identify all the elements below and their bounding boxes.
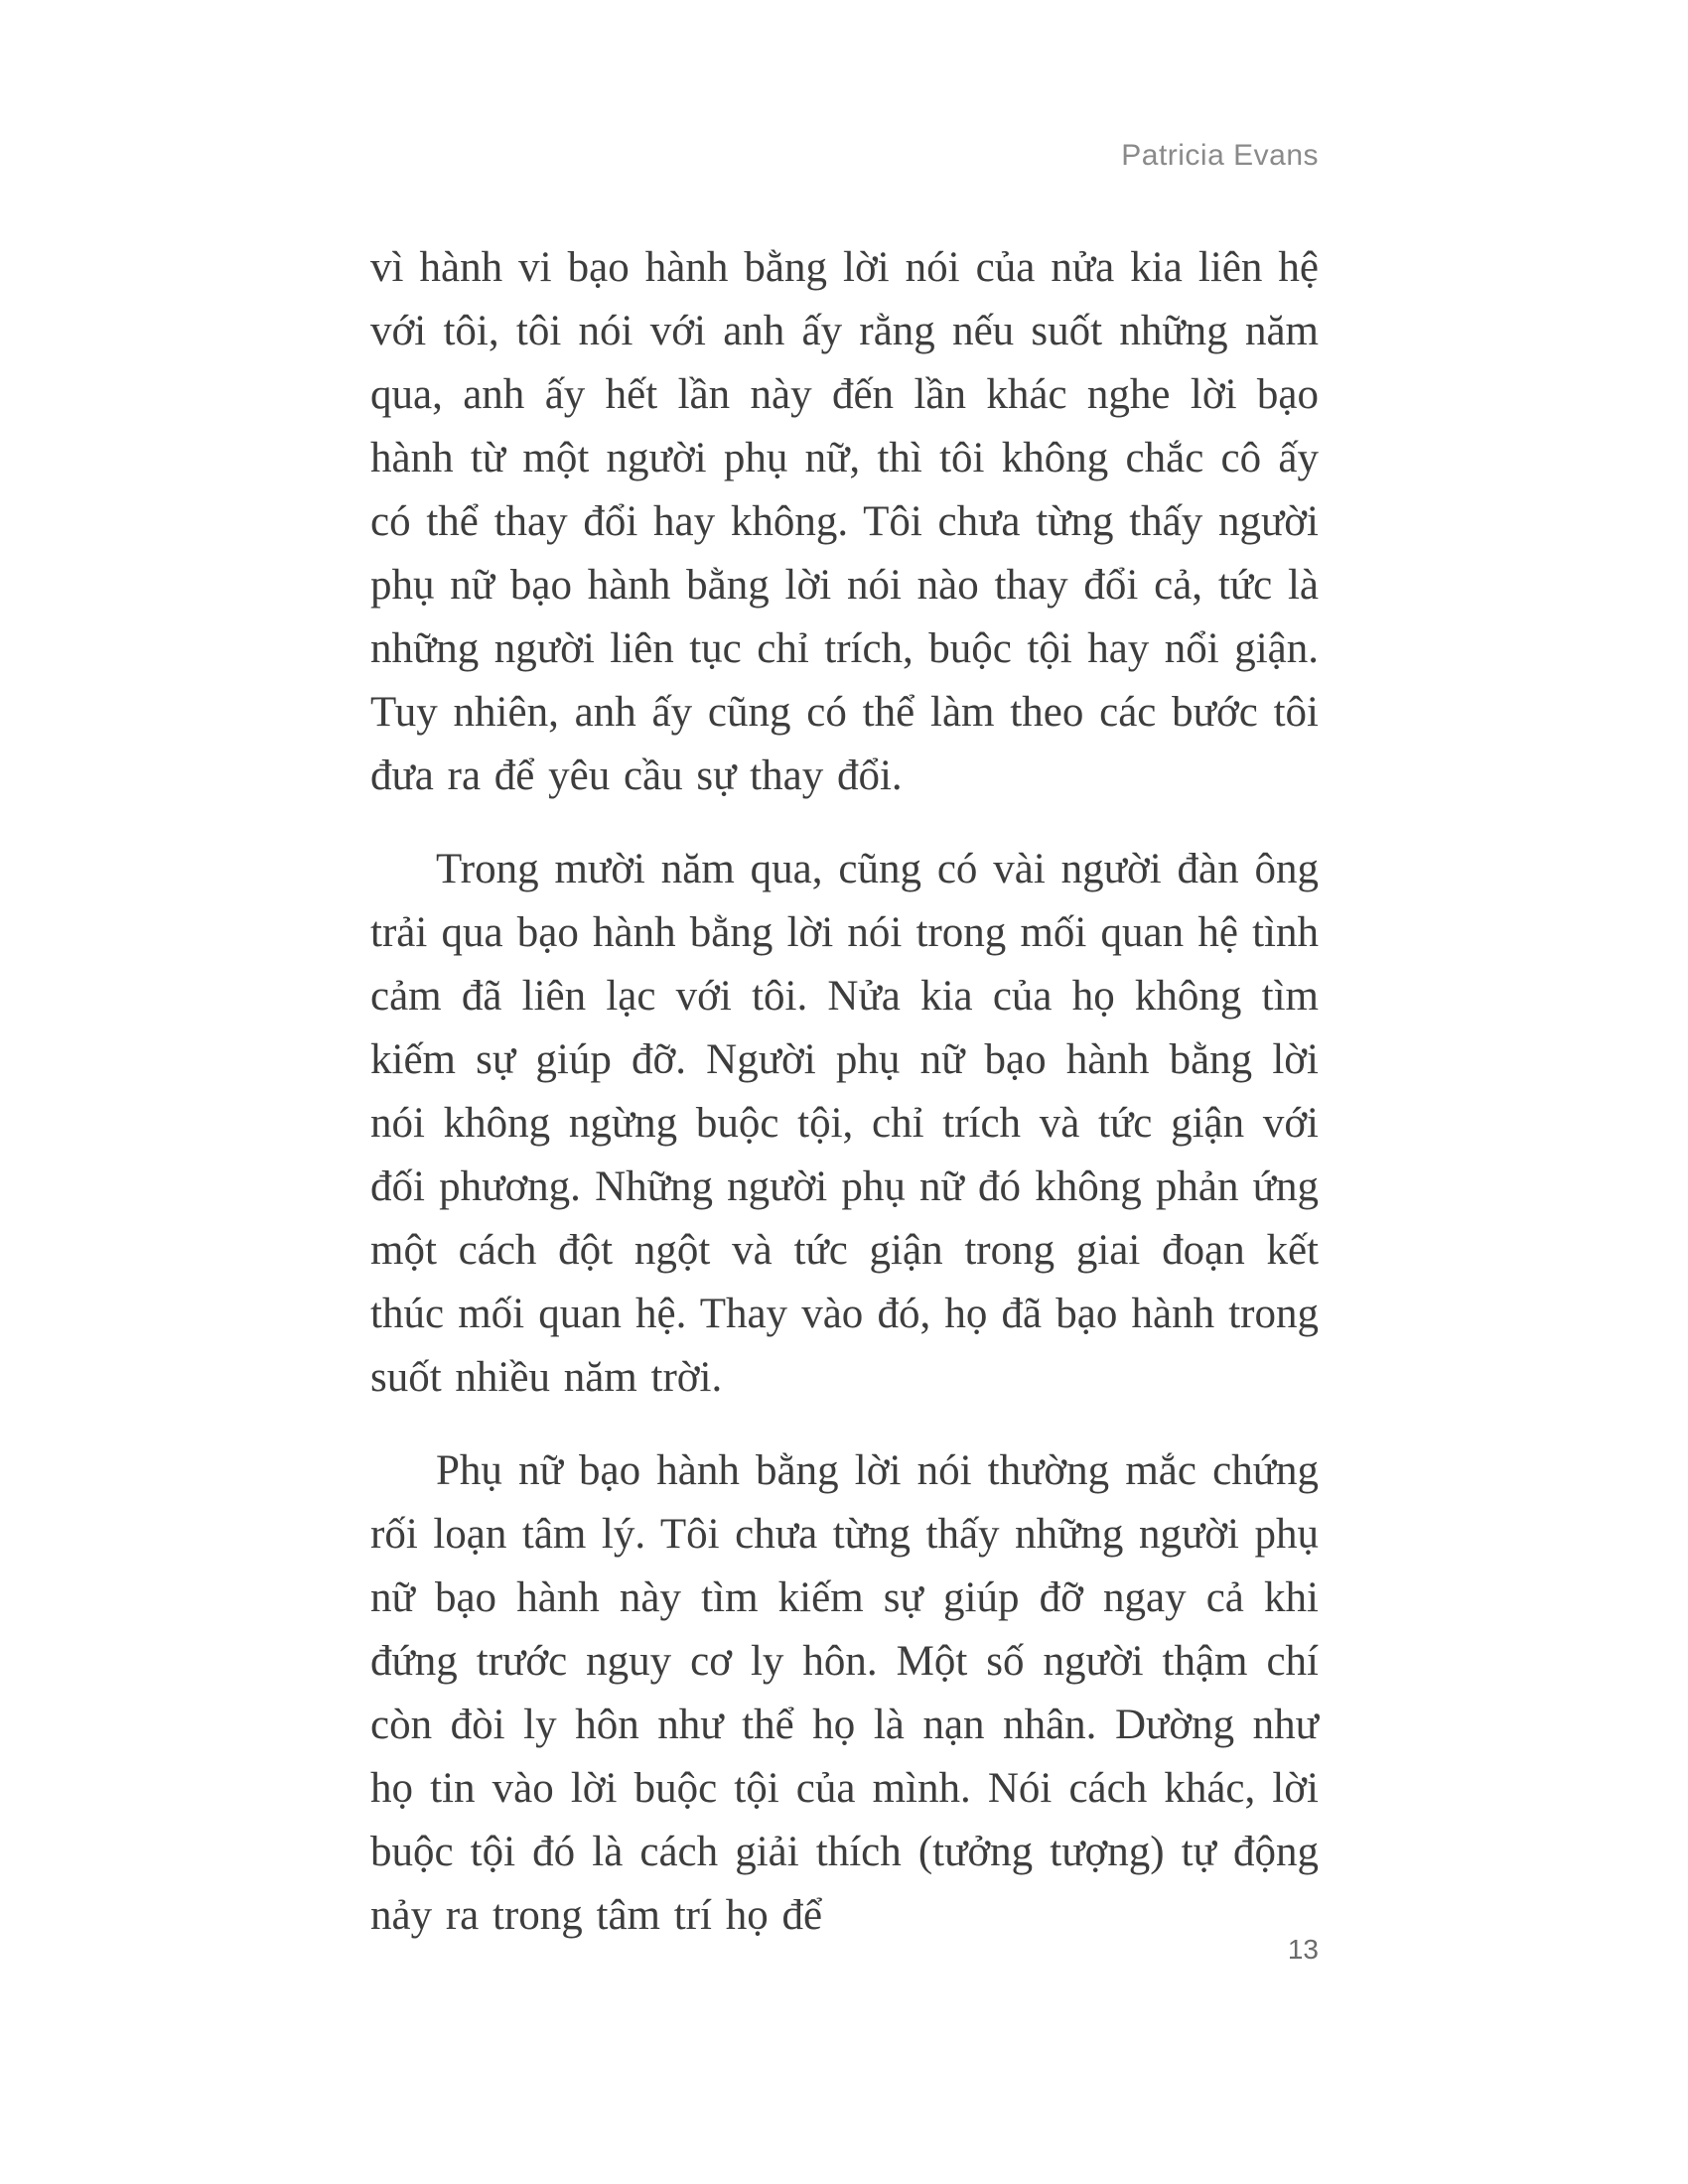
running-header-author: Patricia Evans <box>1121 139 1319 172</box>
paragraph: vì hành vi bạo hành bằng lời nói của nửa kia liên hệ với tôi, tôi nói với anh ấy rằng nếu suốt những năm qua, anh ấy hết lần này đến lần khác nghe lời bạo hành từ một người phụ nữ, thì tôi không chắc cô ấy có thể thay đổi hay không. Tôi chưa từng thấy người phụ nữ bạo hành bằng lời nói nào thay đổi cả, tức là những người liên tục chỉ trích, buộc tội hay nổi giận. Tuy nhiên, anh ấy cũng có thể làm theo các bước tôi đưa ra để yêu cầu sự thay đổi. <box>370 244 1319 799</box>
paragraph: Trong mười năm qua, cũng có vài người đàn ông trải qua bạo hành bằng lời nói trong mối quan hệ tình cảm đã liên lạc với tôi. Nửa kia của họ không tìm kiếm sự giúp đỡ. Người phụ nữ bạo hành bằng lời nói không ngừng buộc tội, chỉ trích và tức giận với đối phương. Những người phụ nữ đó không phản ứng một cách đột ngột và tức giận trong giai đoạn kết thúc mối quan hệ. Thay vào đó, họ đã bạo hành trong suốt nhiều năm trời. <box>370 846 1319 1401</box>
body-text-block <box>370 236 1319 1978</box>
paragraph: Phụ nữ bạo hành bằng lời nói thường mắc chứng rối loạn tâm lý. Tôi chưa từng thấy những người phụ nữ bạo hành này tìm kiếm sự giúp đỡ ngay cả khi đứng trước nguy cơ ly hôn. Một số người thậm chí còn đòi ly hôn như thể họ là nạn nhân. Dường như họ tin vào lời buộc tội của mình. Nói cách khác, lời buộc tội đó là cách giải thích (tưởng tượng) tự động nảy ra trong tâm trí họ để <box>370 1447 1319 1939</box>
page-number: 13 <box>1287 1934 1319 1965</box>
